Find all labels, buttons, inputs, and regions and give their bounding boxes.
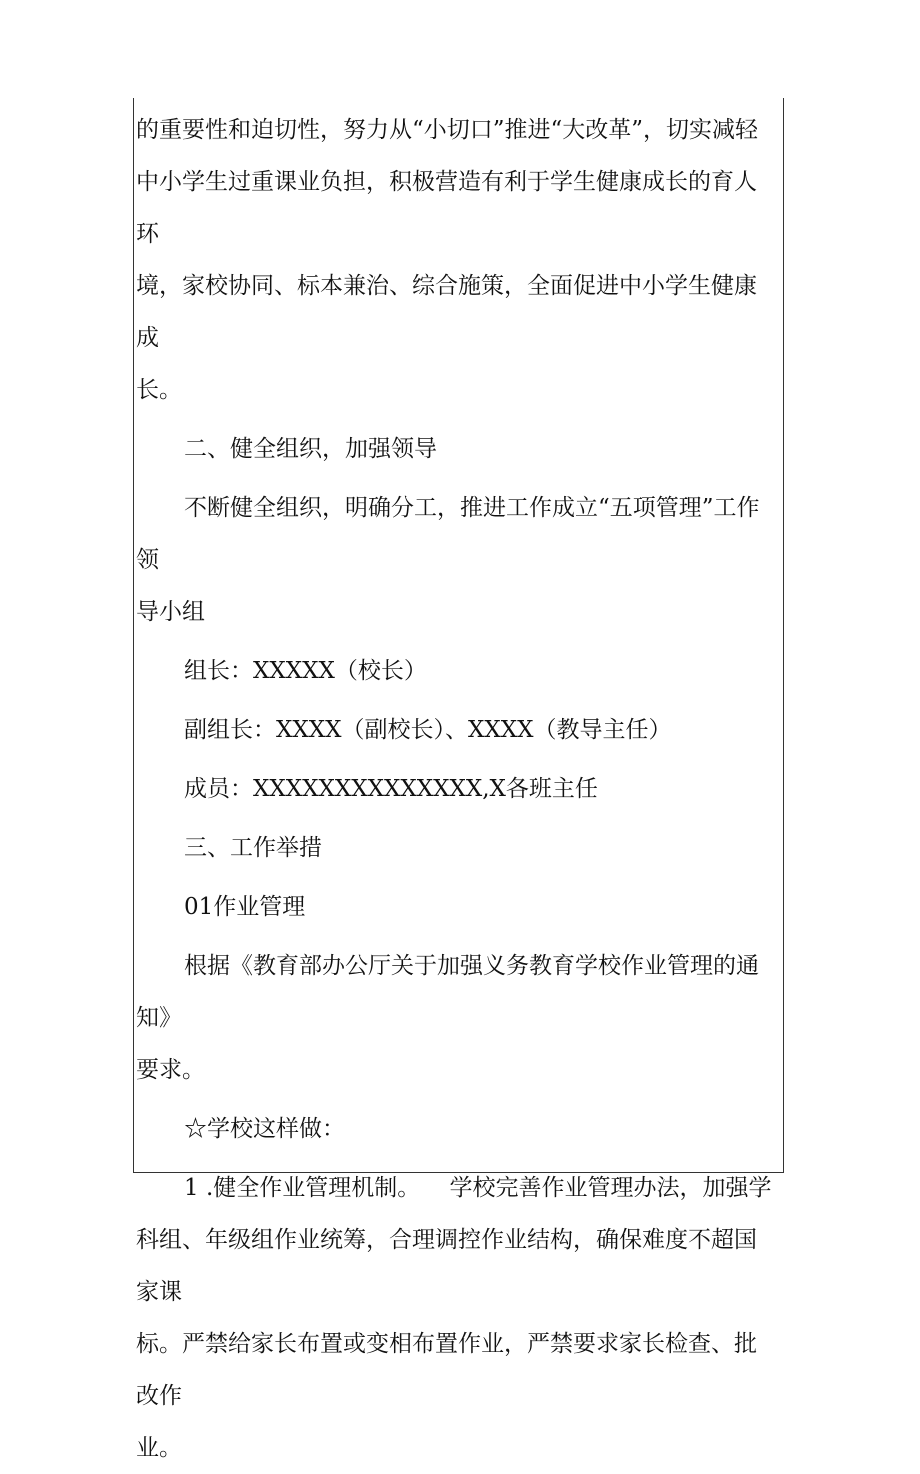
members-line: 成员：XXXXXXXXXXXXXX,X各班主任	[184, 776, 598, 802]
document-body	[136, 104, 776, 1474]
section-heading-measures: 三、工作举措	[184, 835, 322, 861]
organization-paragraph	[136, 482, 776, 638]
basis-paragraph	[136, 940, 776, 1096]
text-line: 导小组	[136, 599, 205, 625]
group-leader-line: 组长：XXXXX（校长）	[184, 658, 427, 684]
text-line: 科组、年级组作业统筹，合理调控作业结构，确保难度不超国家课	[136, 1227, 757, 1305]
text-line: 的重要性和迫切性，努力从“小切口”推进“大改革”，切实减轻	[136, 117, 759, 143]
text-line: 1 .健全作业管理机制。 学校完善作业管理办法，加强学	[184, 1175, 772, 1201]
school-practice-heading: ☆学校这样做：	[184, 1116, 345, 1142]
text-line: 境，家校协同、标本兼治、综合施策，全面促进中小学生健康成	[136, 273, 757, 351]
section-heading-organization: 二、健全组织，加强领导	[184, 436, 437, 462]
text-line: 标。严禁给家长布置或变相布置作业，严禁要求家长检查、批改作	[136, 1331, 757, 1409]
item-1-paragraph	[136, 1162, 776, 1474]
subheading-homework-management: 01作业管理	[184, 894, 306, 920]
text-line: 中小学生过重课业负担，积极营造有利于学生健康成长的育人环	[136, 169, 757, 247]
intro-paragraph	[136, 104, 776, 416]
text-line: 根据《教育部办公厅关于加强义务教育学校作业管理的通知》	[136, 953, 759, 1031]
text-line: 长。	[136, 377, 182, 403]
text-line: 业。	[136, 1435, 182, 1461]
text-line: 要求。	[136, 1057, 205, 1083]
deputy-leader-line: 副组长：XXXX（副校长）、XXXX（教导主任）	[184, 717, 672, 743]
text-line: 不断健全组织，明确分工，推进工作成立“五项管理”工作领	[136, 495, 760, 573]
